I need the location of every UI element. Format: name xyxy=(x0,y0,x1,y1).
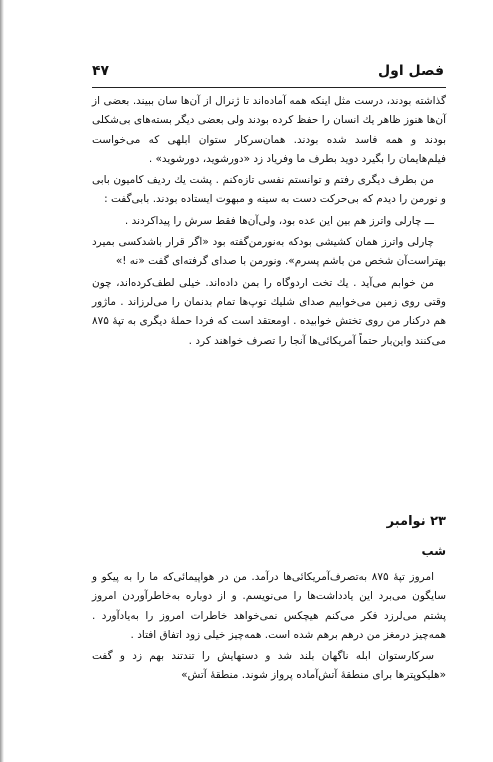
paragraph: من خوابم می‌آید . یك تخت اردوگاه را بمن داده‌اند. خیلی لطف‌کرده‌اند، چون وقتی روی زمین می‌خوابیم صدای شلیك توپ‌ها تمام بدنمان را می‌لرزاند . ماژور هم درکنار من روی تختش خوابیده . اومعتقد است که فردا حملهٔ دیگری به تپهٔ ۸۷۵ می‌کنند واین‌بار حتماً آمریکائی‌ها آنجا را تصرف خواهند کرد . xyxy=(92,276,446,347)
chapter-title: فصل اول xyxy=(378,63,444,79)
header-rule xyxy=(92,87,446,88)
paragraph: چارلی واترز همان کشیشی بودکه به‌نورمن‌گفته بود «اگر قرار باشدکسی بمیرد بهتراست‌آن شخص من باشم پسرم». ونورمن با صدای گرفته‌ای گفت «نه !» xyxy=(92,236,446,268)
date-heading: ۲۳ نوامبر xyxy=(386,514,446,529)
section1-body xyxy=(92,92,446,353)
running-header xyxy=(92,63,444,85)
paragraph: گذاشته بودند، درست مثل اینکه همه آماده‌اند تا ژنرال از آن‌ها سان ببیند. بعضی از آن‌ها هنوز ظاهر یك انسان را حفظ کرده بودند ولی بعضی دیگر بسته‌های بی‌شکلی بودند و همه فاسد شده بودند. همان‌سرکار ستوان ابلهی که می‌خواست فیلم‌هایمان را بگیرد دوید بطرف ما وفریاد زد «دورشوید، دورشوید» . xyxy=(92,95,446,165)
page-gutter-shadow xyxy=(0,0,4,762)
paragraph: سرکارستوان ابله ناگهان بلند شد و دستهایش را تندتند بهم زد و گفت «هلیکوپترها برای منطقهٔ آتش‌آماده پرواز شوند. منطقهٔ آتش» xyxy=(92,650,446,682)
time-subheading: شب xyxy=(421,544,446,558)
paragraph: امروز تپهٔ ۸۷۵ به‌تصرف‌آمریکائی‌ها درآمد. من در هواپیمائی‌که ما را به پیکو و سایگون می‌برد این یادداشت‌ها را می‌نویسم. و از دوباره به‌خاطرآوردن امروز پشتم می‌لرزد فکر می‌کنم هیچکس نمی‌خواهد خاطرات امروز را به‌یادآورد . همه‌چیز درمغز من درهم برهم شده است. همه‌چیز خیلی زود اتفاق افتاد . xyxy=(92,571,446,641)
paragraph: ـــ چارلی واترز هم بین این عده بود، ولی‌آن‌ها فقط سرش را پیداکردند . xyxy=(124,214,434,227)
page-number: ۴۷ xyxy=(92,63,110,79)
section2-body xyxy=(92,568,446,688)
paragraph: من بطرف دیگری رفتم و توانستم نفسی تازه‌کنم . پشت یك ردیف کامیون بابی و نورمن را دیدم که بی‌حرکت دست به سینه و مبهوت ایستاده بودند. بابی‌گفت : xyxy=(92,174,446,206)
